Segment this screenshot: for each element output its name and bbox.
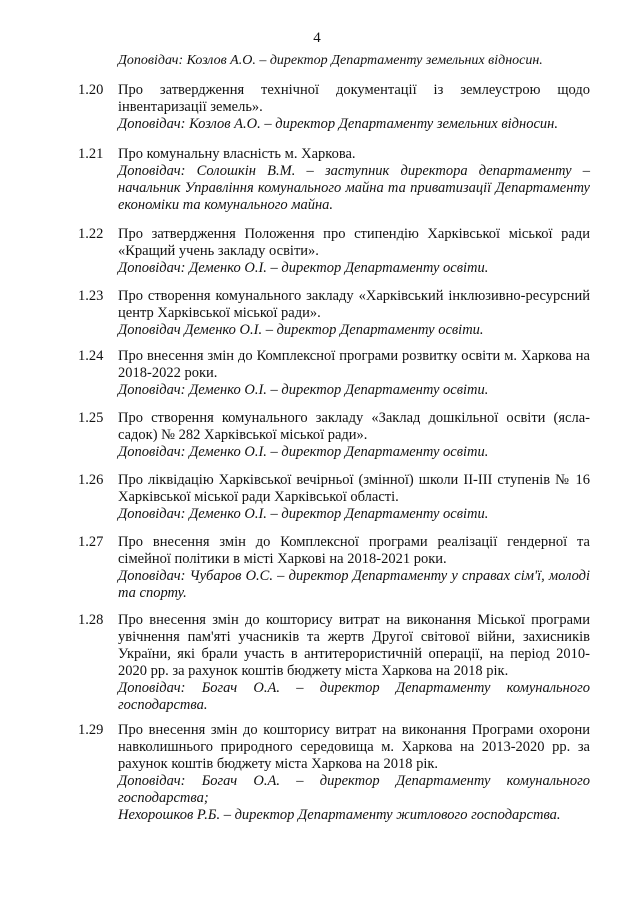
item-speaker: Доповідач: Козлов А.О. – директор Департаменту земельних відносин. — [118, 116, 558, 132]
agenda-item-1-28 — [78, 612, 590, 714]
agenda-item-1-21 — [78, 146, 590, 214]
item-title: Про створення комунального закладу «Харківський інклюзивно-ресурсний центр Харківської міської ради». — [118, 288, 590, 321]
item-title: Про затвердження технічної документації із землеустрою щодо інвентаризації земель». — [118, 82, 590, 115]
item-number: 1.23 — [78, 288, 104, 304]
item-number: 1.29 — [78, 722, 104, 738]
agenda-item-1-24 — [78, 348, 590, 399]
item-speaker: Доповідач: Деменко О.І. – директор Департаменту освіти. — [118, 382, 489, 398]
item-speaker: Доповідач: Солошкін В.М. – заступник директора департаменту – начальник Управління комунального майна та приватизації Департаменту економіки та комунального майна. — [118, 163, 590, 213]
item-speaker: Доповідач Деменко О.І. – директор Департаменту освіти. — [118, 322, 484, 338]
agenda-item-1-29 — [78, 722, 590, 824]
page-number: 4 — [313, 30, 321, 46]
item-title: Про затвердження Положення про стипендію Харківської міської ради «Кращий учень закладу освіти». — [118, 226, 590, 259]
item-number: 1.25 — [78, 410, 104, 426]
item-title: Про ліквідацію Харківської вечірньої (змінної) школи ІІ-ІІІ ступенів № 16 Харківської міської ради Харківської області. — [118, 472, 590, 505]
item-number: 1.22 — [78, 226, 104, 242]
item-number: 1.28 — [78, 612, 104, 628]
item-speaker: Доповідач: Деменко О.І. – директор Департаменту освіти. — [118, 506, 489, 522]
item-title: Про створення комунального закладу «Заклад дошкільної освіти (ясла-садок) № 282 Харківської міської ради». — [118, 410, 590, 443]
item-number: 1.27 — [78, 534, 104, 550]
item-title: Про внесення змін до Комплексної програми розвитку освіти м. Харкова на 2018-2022 роки. — [118, 348, 590, 381]
item-number: 1.24 — [78, 348, 104, 364]
item-speaker-2: Нехорошков Р.Б. – директор Департаменту житлового господарства. — [118, 807, 561, 823]
item-speaker: Доповідач: Чубаров О.С. – директор Департаменту у справах сім'ї, молоді та спорту. — [118, 568, 590, 601]
item-title: Про внесення змін до Комплексної програми реалізації гендерної та сімейної політики в місті Харкові на 2018-2021 роки. — [118, 534, 590, 567]
item-speaker: Доповідач: Деменко О.І. – директор Департаменту освіти. — [118, 260, 489, 276]
item-title: Про внесення змін до кошторису витрат на виконання Програми охорони навколишнього природного середовища м. Харкова на 2013-2020 рр. за рахунок коштів бюджету міста Харкова на 2018 рік. — [118, 722, 590, 772]
item-number: 1.21 — [78, 146, 104, 162]
item-speaker: Доповідач: Богач О.А. – директор Департаменту комунального господарства. — [118, 680, 590, 713]
agenda-item-1-23 — [78, 288, 590, 339]
item-title: Про внесення змін до кошторису витрат на виконання Міської програми увічнення пам'яті учасників та жертв Другої світової війни, захисників України, які брали участь в антитерористичній операції, на період 2010-2020 рр. за рахунок коштів бюджету міста Харкова на 2018 рік. — [118, 612, 590, 679]
item-number: 1.20 — [78, 82, 104, 98]
item-title: Про комунальну власність м. Харкова. — [118, 146, 356, 162]
item-speaker: Доповідач: Богач О.А. – директор Департаменту комунального господарства; — [118, 773, 590, 806]
agenda-item-1-20 — [78, 82, 590, 133]
agenda-item-1-22 — [78, 226, 590, 277]
agenda-item-1-26 — [78, 472, 590, 523]
agenda-item-1-25 — [78, 410, 590, 461]
intro-speaker: Доповідач: Козлов А.О. – директор Департаменту земельних відносин. — [118, 53, 543, 68]
item-speaker: Доповідач: Деменко О.І. – директор Департаменту освіти. — [118, 444, 489, 460]
agenda-item-1-27 — [78, 534, 590, 602]
item-number: 1.26 — [78, 472, 104, 488]
